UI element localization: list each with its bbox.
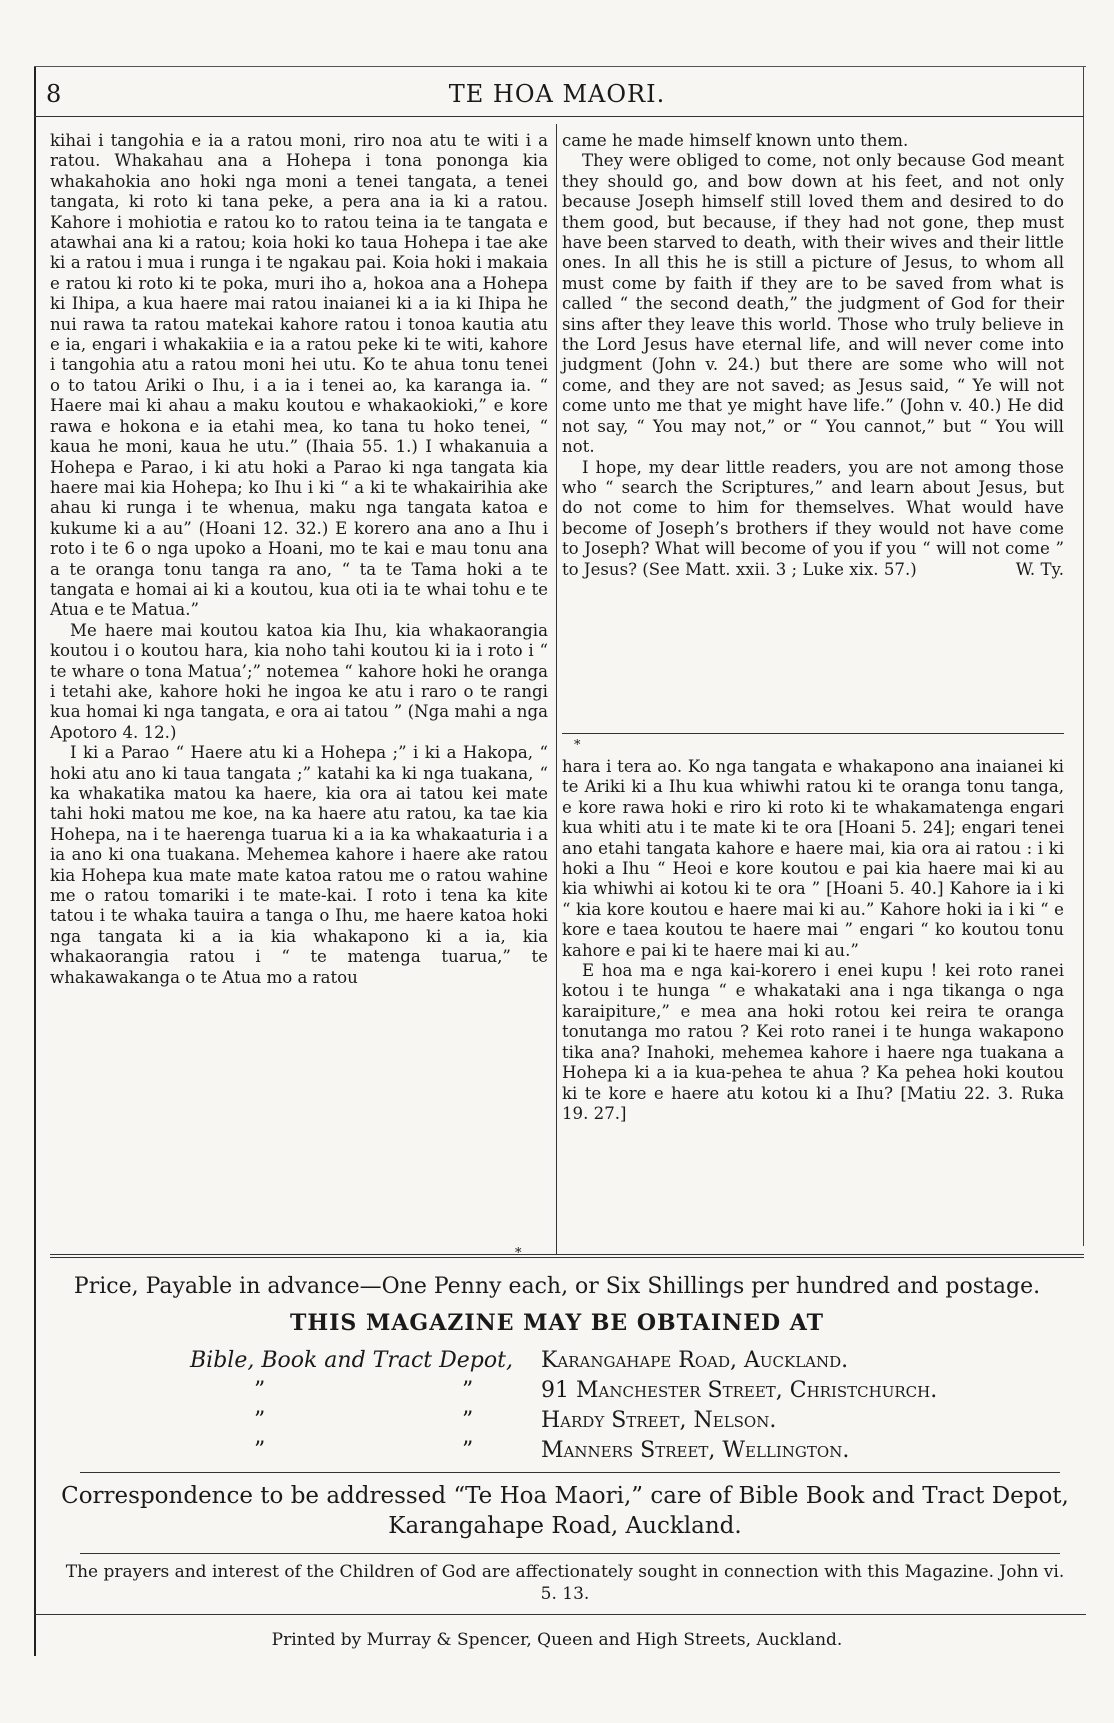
correspondence-note: Correspondence to be addressed “Te Hoa Maori,” care of Bible Book and Tract Depot, Karangahape Road, Auckland. [61,1483,1069,1539]
depot-row-nelson [0,1408,1114,1438]
right-paragraph-2: They were obliged to come, not only because God meant they should go, and bow down at his feet, and not only because Joseph himself still loved them and desired to do them good, but because, if they had not gone, thep must have been starved to death, with their wives and their little ones. In all this he is still a picture of Jesus, to whom all must come by faith if they are to be saved from what is called “ the second death,” the judgment of God for their sins after they leave this world. Those who truly believe in the Lord Jesus have eternal life, and will never come into judgment (John v. 24.) but there are some who will not come, and they are not saved; as Jesus said, “ Ye will not come unto me that ye might have life.” (John v. 40.) He did not say, “ You may not,” or “ You cannot,” but “ You will not. [562,151,1064,457]
ditto-mark: ” [254,1408,266,1433]
price-line: Price, Payable in advance—One Penny each, or Six Shillings per hundred and postage. [73,1274,1041,1299]
depot-row-auckland [0,1348,1114,1378]
footer-divider-2 [80,1553,1060,1554]
printer-rule [34,1614,1086,1615]
ditto-mark: ” [254,1438,266,1463]
left-paragraph-1: kihai i tangohia e ia a ratou moni, riro noa atu te witi i a ratou. Whakahau ana a Hohepa i tona pononga kia whakahokia ano hoki nga moni a tenei tangata, a tenei tangata, ki roto ki tana peke, a pera ana ia ki a ratou. Kahore i mohiotia e ratou ko to ratou teina ia te tangata e atawhai ana ki a ratou; koia hoki ko taua Hohepa i tae ake ki a ratou i mua i runga i te ngakau pai. Koia hoki i makaia e ratou ki roto ki te poka, muri iho a, hokoa ana a Hohepa ki Ihipa, a kua haere mai ratou inaianei ki a ia ki Ihipa he nui rawa ta ratou matekai kahore ratou i tonoa kautia atu e ia, engari i whakakiia e ia a ratou peke ki te witi, kahore i tangohia atu a ratou moni hei utu. Ko te ahua tonu tenei o to tatou Ariki o Ihu, i a ia i tenei ao, ka karanga ia. “ Haere mai ki ahau a maku koutou e whakaokioki,” e kore rawa e hokona e ia etahi mea, ko tana tu hoko tenei, “ kaua he moni, kaua he utu.” (Ihaia 55. 1.) I whakanuia a Hohepa e Parao, i ki atu hoki a Parao ki nga tangata kia haere mai kia Hohepa; ko Ihu i ki “ a ki te whakairihia ake ahau ki runga i te whenua, maku nga tangata katoa e kukume ki a au” (Hoani 12. 32.) E korero ana ano a Ihu i roto i te 6 o nga upoko a Hoani, mo te kai e mau tonu ana a te oranga tonu tanga ra ano, “ ta te Tama hoki a te tangata e homai ai ki a koutou, kua oti ia te whai tohu e te Atua e te Matua.” [50,131,548,620]
depot-address: Karangahape Road, Auckland. [541,1348,849,1373]
footer-divider [80,1472,1060,1473]
separator-star: * [574,738,581,753]
right-paragraph-3 [562,458,1064,580]
right-paragraph-3-text: I hope, my dear little readers, you are not among those who “ search the Scriptures,” and learn about Jesus, but do not come to him for themselves. What would have become of Joseph’s brothers if they would not have come to Joseph? What will become of you if you “ will not come ” to Jesus? (See Matt. xxii. 3 ; Luke xix. 57.) [562,457,1064,579]
depot-row-christchurch [0,1378,1114,1408]
maori-paragraph-2: E hoa ma e nga kai-korero i enei kupu ! kei roto ranei kotou i te hunga “ e whakataki ana i nga tikanga o nga karaipiture,” e mea ana hoki rotou kei reira te oranga tonutanga mo ratou ? Kei roto ranei i te hunga wakapono tika ana? Inahoki, mehemea kahore i haere nga tuakana a Hohepa ki a ia kua-pehea te ahua ? Ka pehea hoki koutou ki te kore e haere atu kotou ki a Ihu? [Matiu 22. 3. Ruka 19. 27.] [562,961,1064,1123]
right-column-maori [562,757,1064,1124]
signature: W. Ty. [1015,559,1064,579]
top-rule [34,66,1086,67]
right-column-english [562,131,1064,580]
maori-paragraph-1: hara i tera ao. Ko nga tangata e whakapono ana inaianei ki te Ariki ki a Ihu kua whiwhi ratou ki te oranga tonu tanga, e kore rawa hoki e riro ki roto ki te whakamatenga engari kua whiti atu i te mate ki te ora [Hoani 5. 24]; engari tenei ano etahi tangata kahore e haere mai, kia ora ai ratou : i ki hoki a Ihu “ Heoi e kore koutou e pai kia haere mai ki au kia whiwhi ai kotou ki te ora ” [Hoani 5. 40.] Kahore ia i ki “ kia kore koutou e haere mai ki au.” Kahore hoki ia i ki “ e kore e taea koutou te haere mai ” engari “ ko koutou tonu kahore e pai ki te haere mai ki au.” [562,757,1064,960]
footer-rule-double [50,1257,1084,1258]
footer-rule [50,1254,1084,1255]
printer-credit: Printed by Murray & Spencer, Queen and High Streets, Auckland. [271,1630,843,1650]
left-paragraph-2: Me haere mai koutou katoa kia Ihu, kia whakaorangia koutou i o koutou hara, kia noho tahi koutou ki ia i roto i “ te whare o tona Matua’;” notemea “ kahore hoki he oranga i tetahi ake, kahore hoki he ingoa ke atu i raro o te rangi kua homai ki nga tangata, e ora ai tatou ” (Nga mahi a nga Apotoro 4. 12.) [50,620,548,742]
page-title: TE HOA MAORI. [448,80,666,108]
ditto-mark: ” [462,1438,474,1463]
header-rule [34,116,1084,117]
page-border-right [1083,66,1084,1246]
page-number: 8 [46,80,62,108]
obtained-heading: THIS MAGAZINE MAY BE OBTAINED AT [289,1310,824,1336]
right-paragraph-1: came he made himself known unto them. [562,131,909,150]
prayers-note: The prayers and interest of the Children of God are affectionately sought in connection with this Magazine. John vi. 5. 13. [65,1562,1065,1604]
depot-name: Bible, Book and Tract Depot, [190,1348,513,1373]
ditto-mark: ” [462,1408,474,1433]
depot-address: 91 Manchester Street, Christchurch. [541,1378,938,1403]
depot-address: Hardy Street, Nelson. [541,1408,777,1433]
left-paragraph-3: I ki a Parao “ Haere atu ki a Hohepa ;” i ki a Hakopa, “ hoki atu ano ki taua tangata ;” katahi ka ki nga tuakana, “ ka whakatika matou ka haere, kia ora ai tatou kei mate tahi hoki matou me koe, na ka haere atu ratou, ka tae kia Hohepa, na i te haerenga tuarua ki a ia ka whakaaturia i a ia ano ki ona tuakana. Mehemea kahore i haere ake ratou kia Hohepa kua mate mate katoa ratou me o ratou wahine me o ratou tomariki i te mate-kai. I roto i tena ka kite tatou i te whaka tauira a tanga o Ihu, me haere katoa hoki nga tangata ki a ia kia whakapono ki a ia, kia whakaorangia ratou i “ te matenga tuarua,” te whakawakanga o te Atua mo a ratou [50,743,548,987]
section-rule [562,733,1064,734]
ditto-mark: ” [462,1378,474,1403]
ditto-mark: ” [254,1378,266,1403]
left-column [50,131,548,988]
depot-address: Manners Street, Wellington. [541,1438,850,1463]
depot-row-wellington [0,1438,1114,1468]
column-divider [556,124,557,1254]
